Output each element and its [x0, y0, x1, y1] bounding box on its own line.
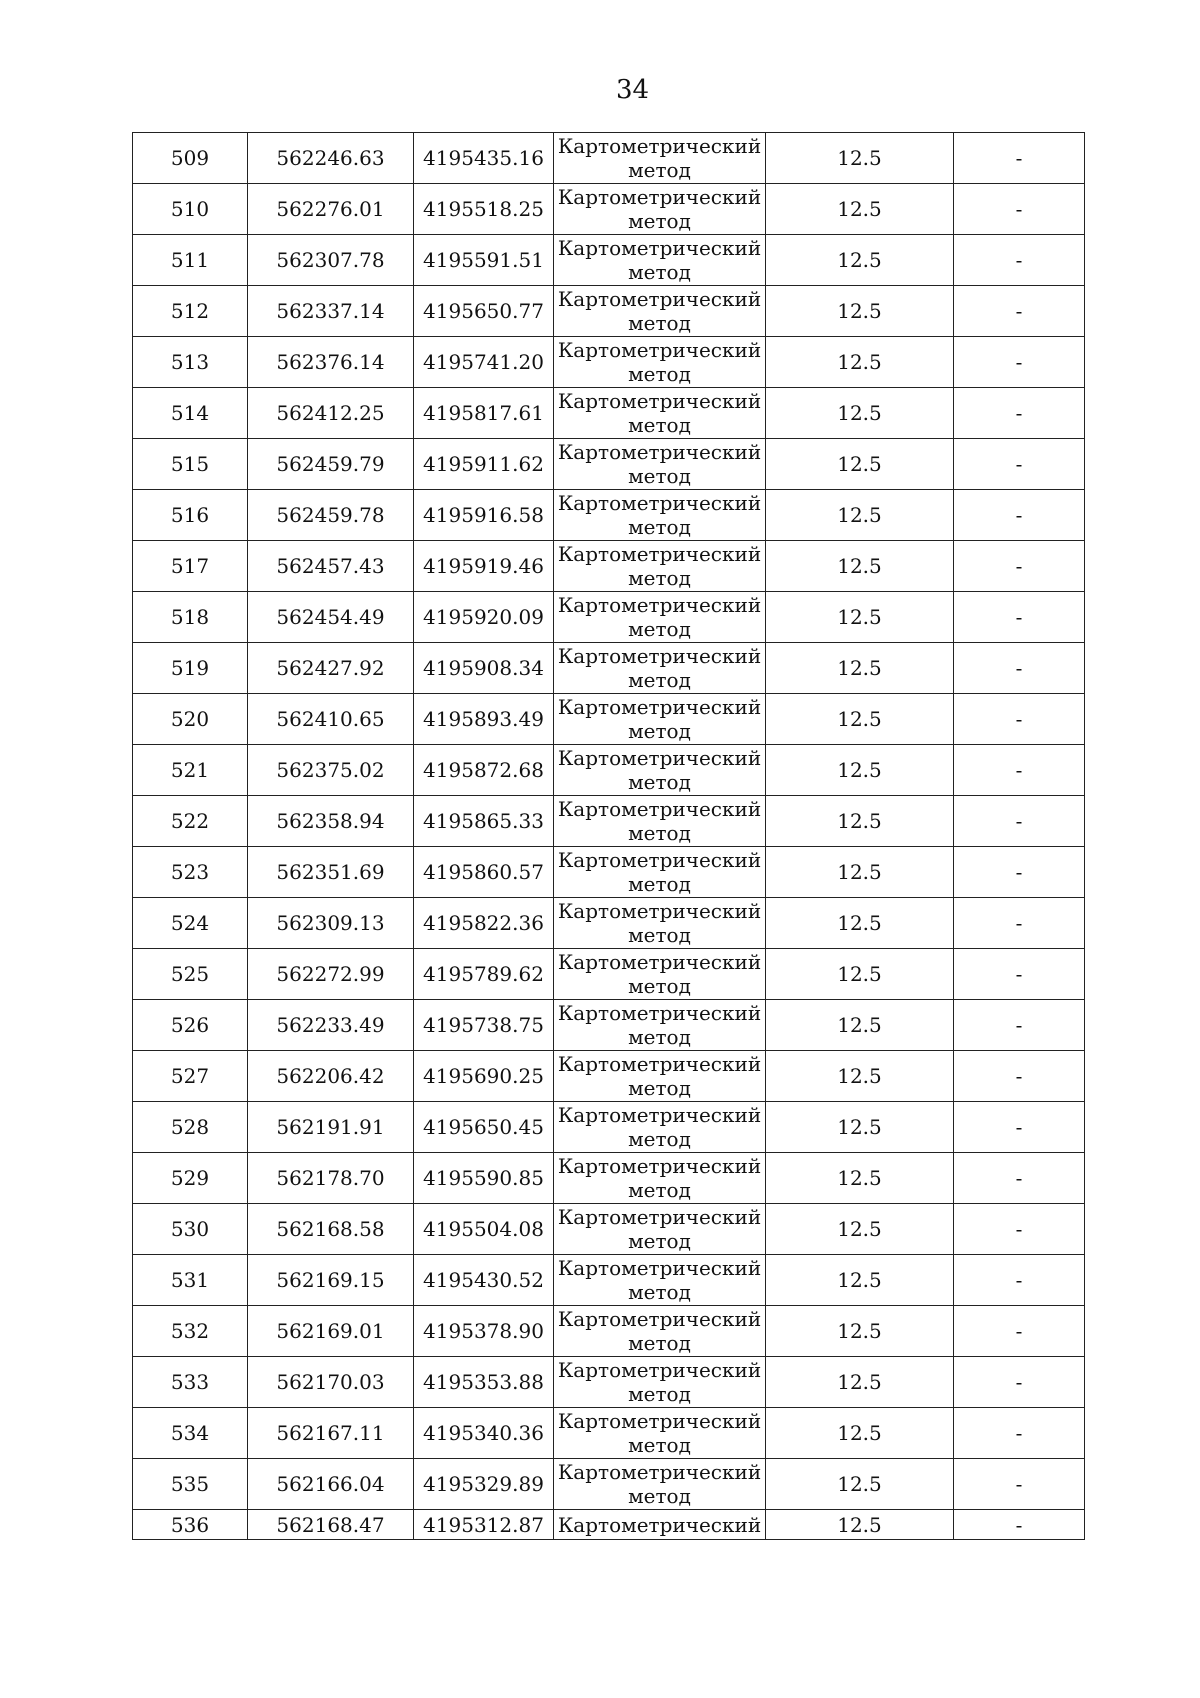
point-number-cell: 527 [133, 1051, 248, 1102]
coordinate-y-cell: 4195353.88 [414, 1357, 554, 1408]
point-number-cell: 528 [133, 1102, 248, 1153]
note-cell: - [954, 796, 1085, 847]
note-cell: - [954, 337, 1085, 388]
method-cell [554, 1357, 766, 1408]
method-cell [554, 1510, 766, 1540]
note-cell: - [954, 133, 1085, 184]
table-row [133, 337, 1085, 388]
method-line-1: Картометрический [557, 1307, 762, 1331]
method-cell [554, 1051, 766, 1102]
note-cell: - [954, 1102, 1085, 1153]
method-cell [554, 1000, 766, 1051]
method-line-1: Картометрический [557, 185, 762, 209]
coordinate-x-cell: 562410.65 [248, 694, 414, 745]
method-line-2: метод [628, 515, 691, 539]
accuracy-cell: 12.5 [766, 337, 954, 388]
coordinate-y-cell: 4195860.57 [414, 847, 554, 898]
table-row [133, 1204, 1085, 1255]
coordinates-table-body [133, 133, 1085, 1540]
point-number-cell: 517 [133, 541, 248, 592]
point-number-cell: 521 [133, 745, 248, 796]
note-cell: - [954, 949, 1085, 1000]
method-cell [554, 439, 766, 490]
coordinate-y-cell: 4195919.46 [414, 541, 554, 592]
table-row [133, 898, 1085, 949]
coordinate-y-cell: 4195591.51 [414, 235, 554, 286]
method-cell [554, 184, 766, 235]
note-cell: - [954, 694, 1085, 745]
accuracy-cell: 12.5 [766, 388, 954, 439]
coordinate-x-cell: 562246.63 [248, 133, 414, 184]
point-number-cell: 509 [133, 133, 248, 184]
coordinate-y-cell: 4195435.16 [414, 133, 554, 184]
accuracy-cell: 12.5 [766, 592, 954, 643]
accuracy-cell: 12.5 [766, 1408, 954, 1459]
method-cell [554, 694, 766, 745]
method-line-1: Картометрический [557, 1460, 762, 1484]
coordinate-x-cell: 562351.69 [248, 847, 414, 898]
method-cell [554, 1204, 766, 1255]
coordinate-y-cell: 4195650.77 [414, 286, 554, 337]
method-line-1: Картометрический [557, 440, 762, 464]
method-cell [554, 847, 766, 898]
method-line-2: метод [628, 821, 691, 845]
accuracy-cell: 12.5 [766, 898, 954, 949]
coordinate-x-cell: 562454.49 [248, 592, 414, 643]
table-row [133, 1255, 1085, 1306]
point-number-cell: 526 [133, 1000, 248, 1051]
coordinate-y-cell: 4195872.68 [414, 745, 554, 796]
table-row [133, 949, 1085, 1000]
method-line-2: метод [628, 1484, 691, 1508]
note-cell: - [954, 1306, 1085, 1357]
point-number-cell: 536 [133, 1510, 248, 1540]
point-number-cell: 514 [133, 388, 248, 439]
accuracy-cell: 12.5 [766, 1051, 954, 1102]
coordinate-y-cell: 4195504.08 [414, 1204, 554, 1255]
accuracy-cell: 12.5 [766, 694, 954, 745]
method-line-1: Картометрический [557, 695, 762, 719]
method-cell [554, 490, 766, 541]
note-cell: - [954, 1255, 1085, 1306]
coordinate-y-cell: 4195893.49 [414, 694, 554, 745]
method-line-2: метод [628, 362, 691, 386]
method-line-1: Картометрический [557, 746, 762, 770]
accuracy-cell: 12.5 [766, 235, 954, 286]
point-number-cell: 530 [133, 1204, 248, 1255]
table-row [133, 286, 1085, 337]
table-row [133, 1000, 1085, 1051]
method-cell [554, 133, 766, 184]
method-line-1: Картометрический [557, 1205, 762, 1229]
method-line-1: Картометрический [557, 1001, 762, 1025]
method-line-2: метод [628, 209, 691, 233]
note-cell: - [954, 388, 1085, 439]
note-cell: - [954, 541, 1085, 592]
method-cell [554, 796, 766, 847]
coordinate-x-cell: 562457.43 [248, 541, 414, 592]
method-line-2: метод [628, 1076, 691, 1100]
accuracy-cell: 12.5 [766, 847, 954, 898]
method-line-2: метод [628, 1127, 691, 1151]
method-line-1: Картометрический [557, 797, 762, 821]
method-line-1: Картометрический [557, 1154, 762, 1178]
method-line-2: метод [628, 260, 691, 284]
coordinate-y-cell: 4195430.52 [414, 1255, 554, 1306]
note-cell: - [954, 1510, 1085, 1540]
table-row [133, 184, 1085, 235]
coordinate-y-cell: 4195590.85 [414, 1153, 554, 1204]
note-cell: - [954, 235, 1085, 286]
table-row [133, 1459, 1085, 1510]
method-line-2: метод [628, 1280, 691, 1304]
coordinate-x-cell: 562376.14 [248, 337, 414, 388]
method-line-2: метод [628, 158, 691, 182]
accuracy-cell: 12.5 [766, 796, 954, 847]
coordinate-y-cell: 4195911.62 [414, 439, 554, 490]
method-line-2: метод [628, 1229, 691, 1253]
method-cell [554, 745, 766, 796]
accuracy-cell: 12.5 [766, 643, 954, 694]
coordinate-y-cell: 4195865.33 [414, 796, 554, 847]
table-row [133, 1051, 1085, 1102]
point-number-cell: 534 [133, 1408, 248, 1459]
coordinate-y-cell: 4195690.25 [414, 1051, 554, 1102]
note-cell: - [954, 1459, 1085, 1510]
table-row [133, 133, 1085, 184]
coordinate-y-cell: 4195329.89 [414, 1459, 554, 1510]
coordinate-y-cell: 4195920.09 [414, 592, 554, 643]
coordinate-y-cell: 4195518.25 [414, 184, 554, 235]
method-line-1: Картометрический [557, 1512, 762, 1537]
note-cell: - [954, 184, 1085, 235]
method-line-2: метод [628, 719, 691, 743]
coordinate-x-cell: 562276.01 [248, 184, 414, 235]
accuracy-cell: 12.5 [766, 1306, 954, 1357]
coordinate-y-cell: 4195916.58 [414, 490, 554, 541]
method-line-1: Картометрический [557, 236, 762, 260]
method-line-2: метод [628, 1178, 691, 1202]
coordinate-x-cell: 562309.13 [248, 898, 414, 949]
coordinate-x-cell: 562169.01 [248, 1306, 414, 1357]
method-cell [554, 1459, 766, 1510]
point-number-cell: 522 [133, 796, 248, 847]
method-line-2: метод [628, 1382, 691, 1406]
accuracy-cell: 12.5 [766, 439, 954, 490]
table-row [133, 1510, 1085, 1540]
point-number-cell: 523 [133, 847, 248, 898]
note-cell: - [954, 286, 1085, 337]
method-line-2: метод [628, 1433, 691, 1457]
coordinate-y-cell: 4195741.20 [414, 337, 554, 388]
table-row [133, 490, 1085, 541]
table-row [133, 1357, 1085, 1408]
coordinate-x-cell: 562459.79 [248, 439, 414, 490]
point-number-cell: 516 [133, 490, 248, 541]
coordinate-x-cell: 562307.78 [248, 235, 414, 286]
coordinate-x-cell: 562459.78 [248, 490, 414, 541]
accuracy-cell: 12.5 [766, 286, 954, 337]
method-cell [554, 1408, 766, 1459]
method-line-1: Картометрический [557, 899, 762, 923]
table-row [133, 643, 1085, 694]
table-row [133, 1408, 1085, 1459]
point-number-cell: 515 [133, 439, 248, 490]
coordinate-x-cell: 562233.49 [248, 1000, 414, 1051]
note-cell: - [954, 898, 1085, 949]
method-line-1: Картометрический [557, 491, 762, 515]
method-line-2: метод [628, 923, 691, 947]
coordinate-x-cell: 562170.03 [248, 1357, 414, 1408]
note-cell: - [954, 643, 1085, 694]
method-line-1: Картометрический [557, 338, 762, 362]
note-cell: - [954, 1153, 1085, 1204]
method-cell [554, 1102, 766, 1153]
method-cell [554, 949, 766, 1000]
point-number-cell: 510 [133, 184, 248, 235]
coordinate-x-cell: 562178.70 [248, 1153, 414, 1204]
table-row [133, 847, 1085, 898]
note-cell: - [954, 1051, 1085, 1102]
coordinate-y-cell: 4195908.34 [414, 643, 554, 694]
accuracy-cell: 12.5 [766, 133, 954, 184]
method-cell [554, 286, 766, 337]
method-cell [554, 337, 766, 388]
note-cell: - [954, 1000, 1085, 1051]
point-number-cell: 531 [133, 1255, 248, 1306]
coordinate-y-cell: 4195650.45 [414, 1102, 554, 1153]
point-number-cell: 525 [133, 949, 248, 1000]
method-line-2: метод [628, 1331, 691, 1355]
coordinate-x-cell: 562167.11 [248, 1408, 414, 1459]
coordinate-x-cell: 562191.91 [248, 1102, 414, 1153]
method-line-1: Картометрический [557, 542, 762, 566]
point-number-cell: 511 [133, 235, 248, 286]
method-cell [554, 541, 766, 592]
table-row [133, 796, 1085, 847]
method-line-1: Картометрический [557, 848, 762, 872]
coordinate-y-cell: 4195312.87 [414, 1510, 554, 1540]
coordinate-x-cell: 562358.94 [248, 796, 414, 847]
note-cell: - [954, 745, 1085, 796]
coordinate-x-cell: 562412.25 [248, 388, 414, 439]
accuracy-cell: 12.5 [766, 541, 954, 592]
point-number-cell: 513 [133, 337, 248, 388]
coordinate-x-cell: 562169.15 [248, 1255, 414, 1306]
method-line-1: Картометрический [557, 1409, 762, 1433]
page-number: 34 [615, 75, 650, 105]
method-line-1: Картометрический [557, 1103, 762, 1127]
method-cell [554, 1306, 766, 1357]
coordinate-x-cell: 562272.99 [248, 949, 414, 1000]
point-number-cell: 512 [133, 286, 248, 337]
coordinate-x-cell: 562168.47 [248, 1510, 414, 1540]
accuracy-cell: 12.5 [766, 949, 954, 1000]
point-number-cell: 524 [133, 898, 248, 949]
accuracy-cell: 12.5 [766, 1102, 954, 1153]
point-number-cell: 520 [133, 694, 248, 745]
table-row [133, 1153, 1085, 1204]
method-line-2: метод [628, 974, 691, 998]
coordinate-y-cell: 4195817.61 [414, 388, 554, 439]
point-number-cell: 529 [133, 1153, 248, 1204]
point-number-cell: 518 [133, 592, 248, 643]
coordinate-x-cell: 562337.14 [248, 286, 414, 337]
method-cell [554, 898, 766, 949]
method-line-2: метод [628, 1025, 691, 1049]
table-row [133, 1306, 1085, 1357]
coordinate-y-cell: 4195378.90 [414, 1306, 554, 1357]
method-cell [554, 1153, 766, 1204]
note-cell: - [954, 592, 1085, 643]
coordinate-y-cell: 4195340.36 [414, 1408, 554, 1459]
method-line-1: Картометрический [557, 593, 762, 617]
coordinate-x-cell: 562168.58 [248, 1204, 414, 1255]
accuracy-cell: 12.5 [766, 1000, 954, 1051]
method-cell [554, 643, 766, 694]
coordinate-x-cell: 562427.92 [248, 643, 414, 694]
accuracy-cell: 12.5 [766, 1510, 954, 1540]
coordinate-y-cell: 4195789.62 [414, 949, 554, 1000]
method-line-1: Картометрический [557, 1256, 762, 1280]
accuracy-cell: 12.5 [766, 184, 954, 235]
coordinate-y-cell: 4195822.36 [414, 898, 554, 949]
method-line-1: Картометрический [557, 644, 762, 668]
accuracy-cell: 12.5 [766, 1204, 954, 1255]
method-cell [554, 235, 766, 286]
accuracy-cell: 12.5 [766, 1153, 954, 1204]
table-row [133, 592, 1085, 643]
method-line-2: метод [628, 617, 691, 641]
note-cell: - [954, 1357, 1085, 1408]
method-line-1: Картометрический [557, 1052, 762, 1076]
point-number-cell: 533 [133, 1357, 248, 1408]
note-cell: - [954, 1204, 1085, 1255]
note-cell: - [954, 439, 1085, 490]
method-line-1: Картометрический [557, 950, 762, 974]
method-line-2: метод [628, 872, 691, 896]
method-line-1: Картометрический [557, 389, 762, 413]
point-number-cell: 535 [133, 1459, 248, 1510]
table-row [133, 1102, 1085, 1153]
method-line-2: метод [628, 464, 691, 488]
note-cell: - [954, 847, 1085, 898]
table-row [133, 541, 1085, 592]
method-cell [554, 388, 766, 439]
method-line-1: Картометрический [557, 134, 762, 158]
point-number-cell: 519 [133, 643, 248, 694]
accuracy-cell: 12.5 [766, 490, 954, 541]
coordinate-x-cell: 562166.04 [248, 1459, 414, 1510]
coordinates-table [132, 132, 1085, 1540]
table-row [133, 235, 1085, 286]
point-number-cell: 532 [133, 1306, 248, 1357]
accuracy-cell: 12.5 [766, 1357, 954, 1408]
accuracy-cell: 12.5 [766, 745, 954, 796]
method-line-2: метод [628, 668, 691, 692]
table-row [133, 388, 1085, 439]
method-cell [554, 592, 766, 643]
note-cell: - [954, 1408, 1085, 1459]
coordinate-y-cell: 4195738.75 [414, 1000, 554, 1051]
method-line-2: метод [628, 566, 691, 590]
coordinate-x-cell: 562375.02 [248, 745, 414, 796]
table-row [133, 694, 1085, 745]
method-cell [554, 1255, 766, 1306]
method-line-1: Картометрический [557, 287, 762, 311]
method-line-2: метод [628, 311, 691, 335]
method-line-2: метод [628, 413, 691, 437]
accuracy-cell: 12.5 [766, 1459, 954, 1510]
note-cell: - [954, 490, 1085, 541]
accuracy-cell: 12.5 [766, 1255, 954, 1306]
table-row [133, 439, 1085, 490]
method-line-1: Картометрический [557, 1358, 762, 1382]
method-line-2: метод [628, 770, 691, 794]
coordinate-x-cell: 562206.42 [248, 1051, 414, 1102]
table-row [133, 745, 1085, 796]
